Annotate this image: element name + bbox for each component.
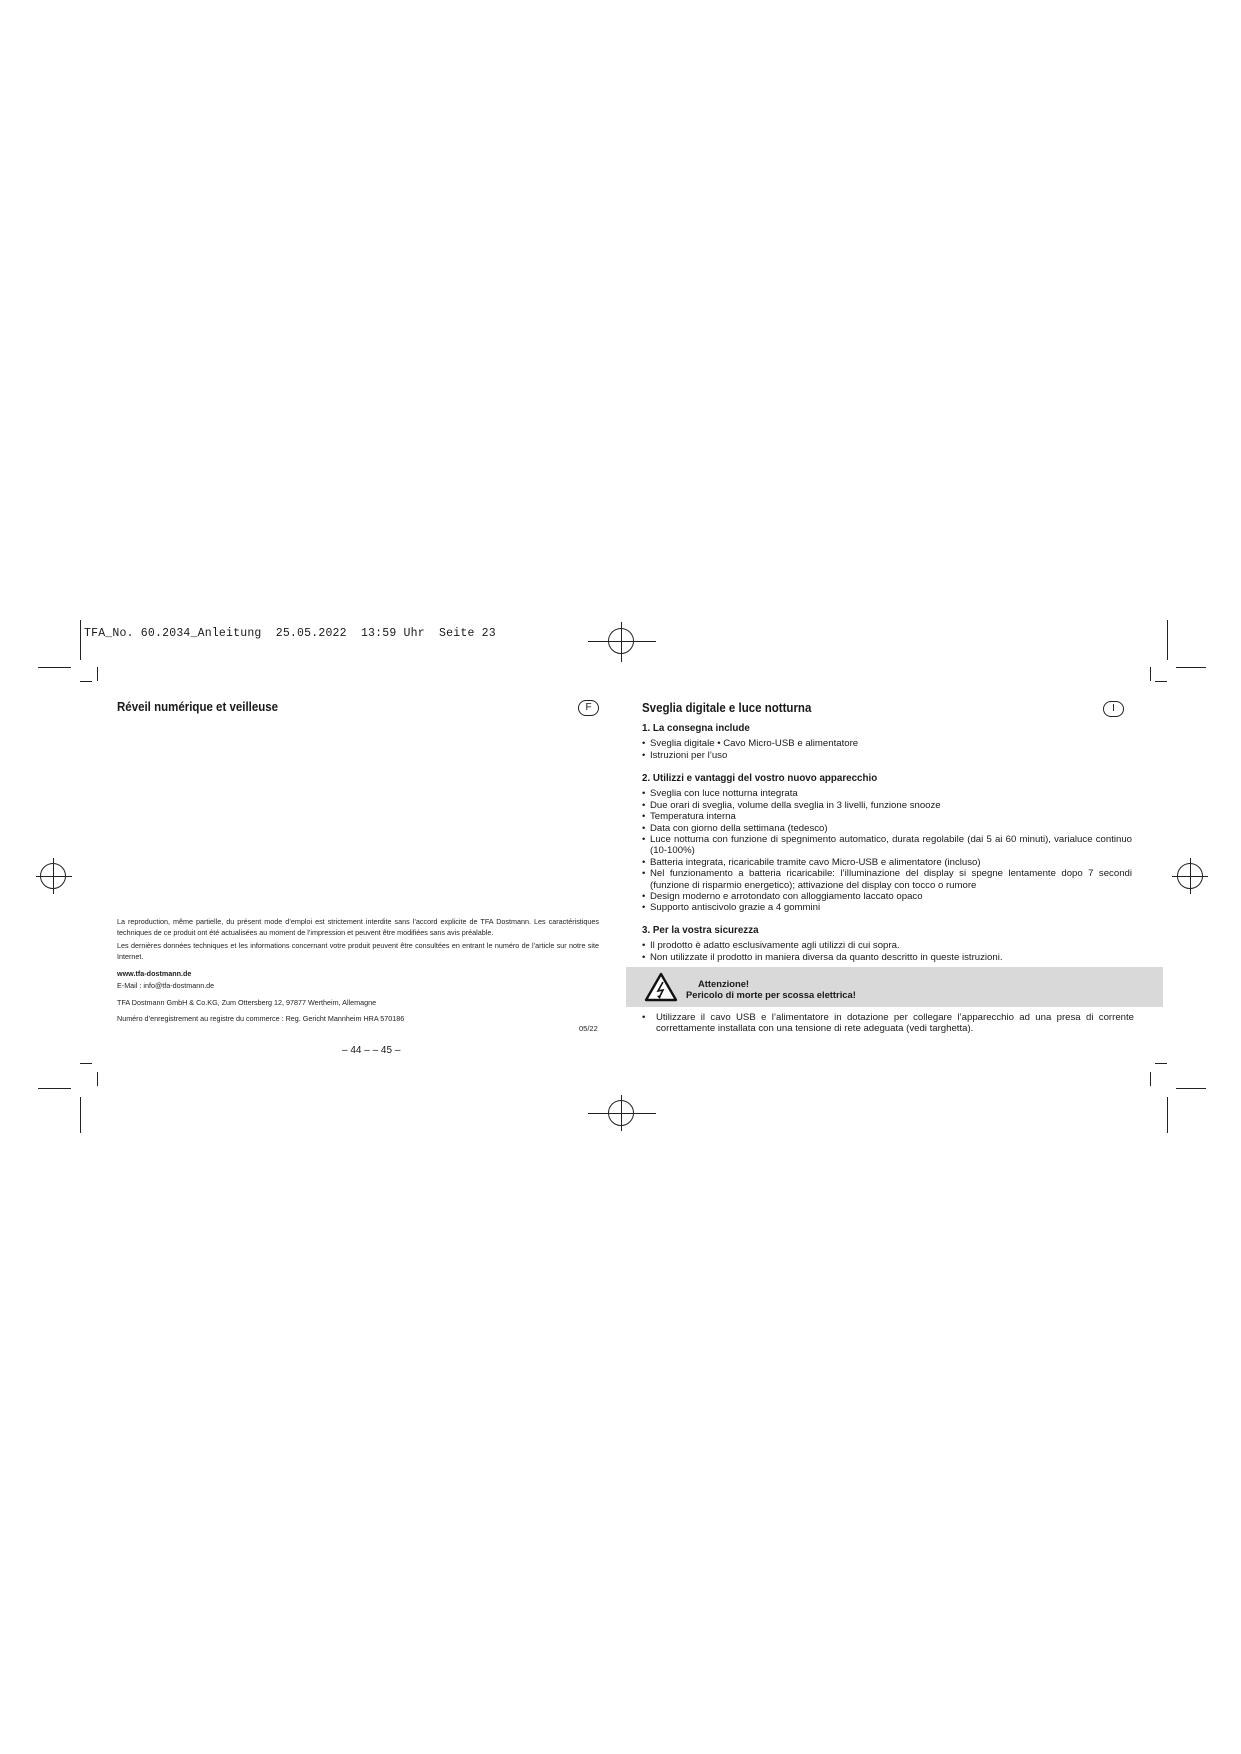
list-item: • Sveglia con luce notturna integrata xyxy=(642,788,1132,799)
print-slug: TFA_No. 60.2034_Anleitung 25.05.2022 13:59 Uhr Seite 23 xyxy=(84,627,496,640)
section-title: 2. Utilizzi e vantaggi del vostro nuovo apparecchio xyxy=(642,773,878,784)
right-page-title: Sveglia digitale e luce notturna xyxy=(642,701,812,715)
trade-register: Numéro d’enregistrement au registre du commerce : Reg. Gericht Mannheim HRA 570186 xyxy=(117,1014,405,1024)
list-item: • Data con giorno della settimana (tedesco) xyxy=(642,823,1132,834)
left-page-title: Réveil numérique et veilleuse xyxy=(117,700,279,714)
company-address: TFA Dostmann GmbH & Co.KG, Zum Ottersberg 12, 97877 Wertheim, Allemagne xyxy=(117,997,377,1007)
list-item: • Utilizzare il cavo USB e l’alimentatore in dotazione per collegare l’apparecchio ad una presa di corrente correttamente installata con una tensione di rete adeguata (vedi targhetta). xyxy=(642,1012,1134,1035)
section-title: 1. La consegna include xyxy=(642,723,750,734)
warning-heading: Attenzione! xyxy=(698,978,750,989)
website-link[interactable]: www.tfa-dostmann.de xyxy=(117,969,192,979)
usage-instruction xyxy=(642,1012,1134,1035)
list-item: • Temperatura interna xyxy=(642,811,1132,822)
list-item: • Il prodotto è adatto esclusivamente agli utilizzi di cui sopra. xyxy=(642,940,1132,951)
language-badge-i: I xyxy=(1103,701,1124,717)
legal-notice xyxy=(117,917,599,1028)
electric-hazard-warning-icon xyxy=(644,972,678,1002)
list-item: • Luce notturna con funzione di spegnimento automatico, durata regolabile (dai 5 ai 60 minuti), varialuce continuo (10-100%) xyxy=(642,834,1132,857)
section-features xyxy=(642,773,1132,914)
list-item: • Sveglia digitale • Cavo Micro-USB e alimentatore xyxy=(642,738,1132,749)
date-code: 05/22 xyxy=(579,1024,598,1033)
warning-message: Pericolo di morte per scossa elettrica! xyxy=(686,988,856,1000)
legal-paragraph-1: La reproduction, même partielle, du présent mode d’emploi est strictement interdite sans l’accord explicite de TFA Dostmann. Les caractéristiques techniques de ce produit ont été actualisées au moment de l’impression et peuvent être modifiées sans avis préalable. xyxy=(117,917,599,937)
list-item: • Supporto antiscivolo grazie a 4 gommini xyxy=(642,902,1132,913)
features-list xyxy=(642,788,1132,913)
section-title: 3. Per la vostra sicurezza xyxy=(642,925,759,936)
list-item: • Nel funzionamento a batteria ricaricabile: l’illuminazione del display si spegne lentamente dopo 7 secondi (funzione di risparmio energetico); attivazione del display con tocco o rumore xyxy=(642,868,1132,891)
list-item: • Design moderno e arrotondato con alloggiamento laccato opaco xyxy=(642,891,1132,902)
legal-paragraph-2: Les dernières données techniques et les informations concernant votre produit peuvent être consultées en entrant le numéro de l’article sur notre site Internet. xyxy=(117,941,599,961)
section-delivery xyxy=(642,723,1132,761)
list-item: • Istruzioni per l’uso xyxy=(642,750,1132,761)
warning-text xyxy=(686,979,856,1000)
section-safety xyxy=(642,925,1132,963)
warning-box xyxy=(626,967,1163,1007)
page-numbers: – 44 – – 45 – xyxy=(342,1045,401,1056)
email-address[interactable]: E-Mail : info@tfa-dostmann.de xyxy=(117,980,215,990)
language-badge-f: F xyxy=(578,700,599,716)
list-item: • Non utilizzate il prodotto in maniera diversa da quanto descritto in queste istruzioni. xyxy=(642,952,1132,963)
list-item: • Due orari di sveglia, volume della sveglia in 3 livelli, funzione snooze xyxy=(642,800,1132,811)
list-item: • Batteria integrata, ricaricabile tramite cavo Micro-USB e alimentatore (incluso) xyxy=(642,857,1132,868)
delivery-list xyxy=(642,738,1132,761)
safety-list xyxy=(642,940,1132,963)
